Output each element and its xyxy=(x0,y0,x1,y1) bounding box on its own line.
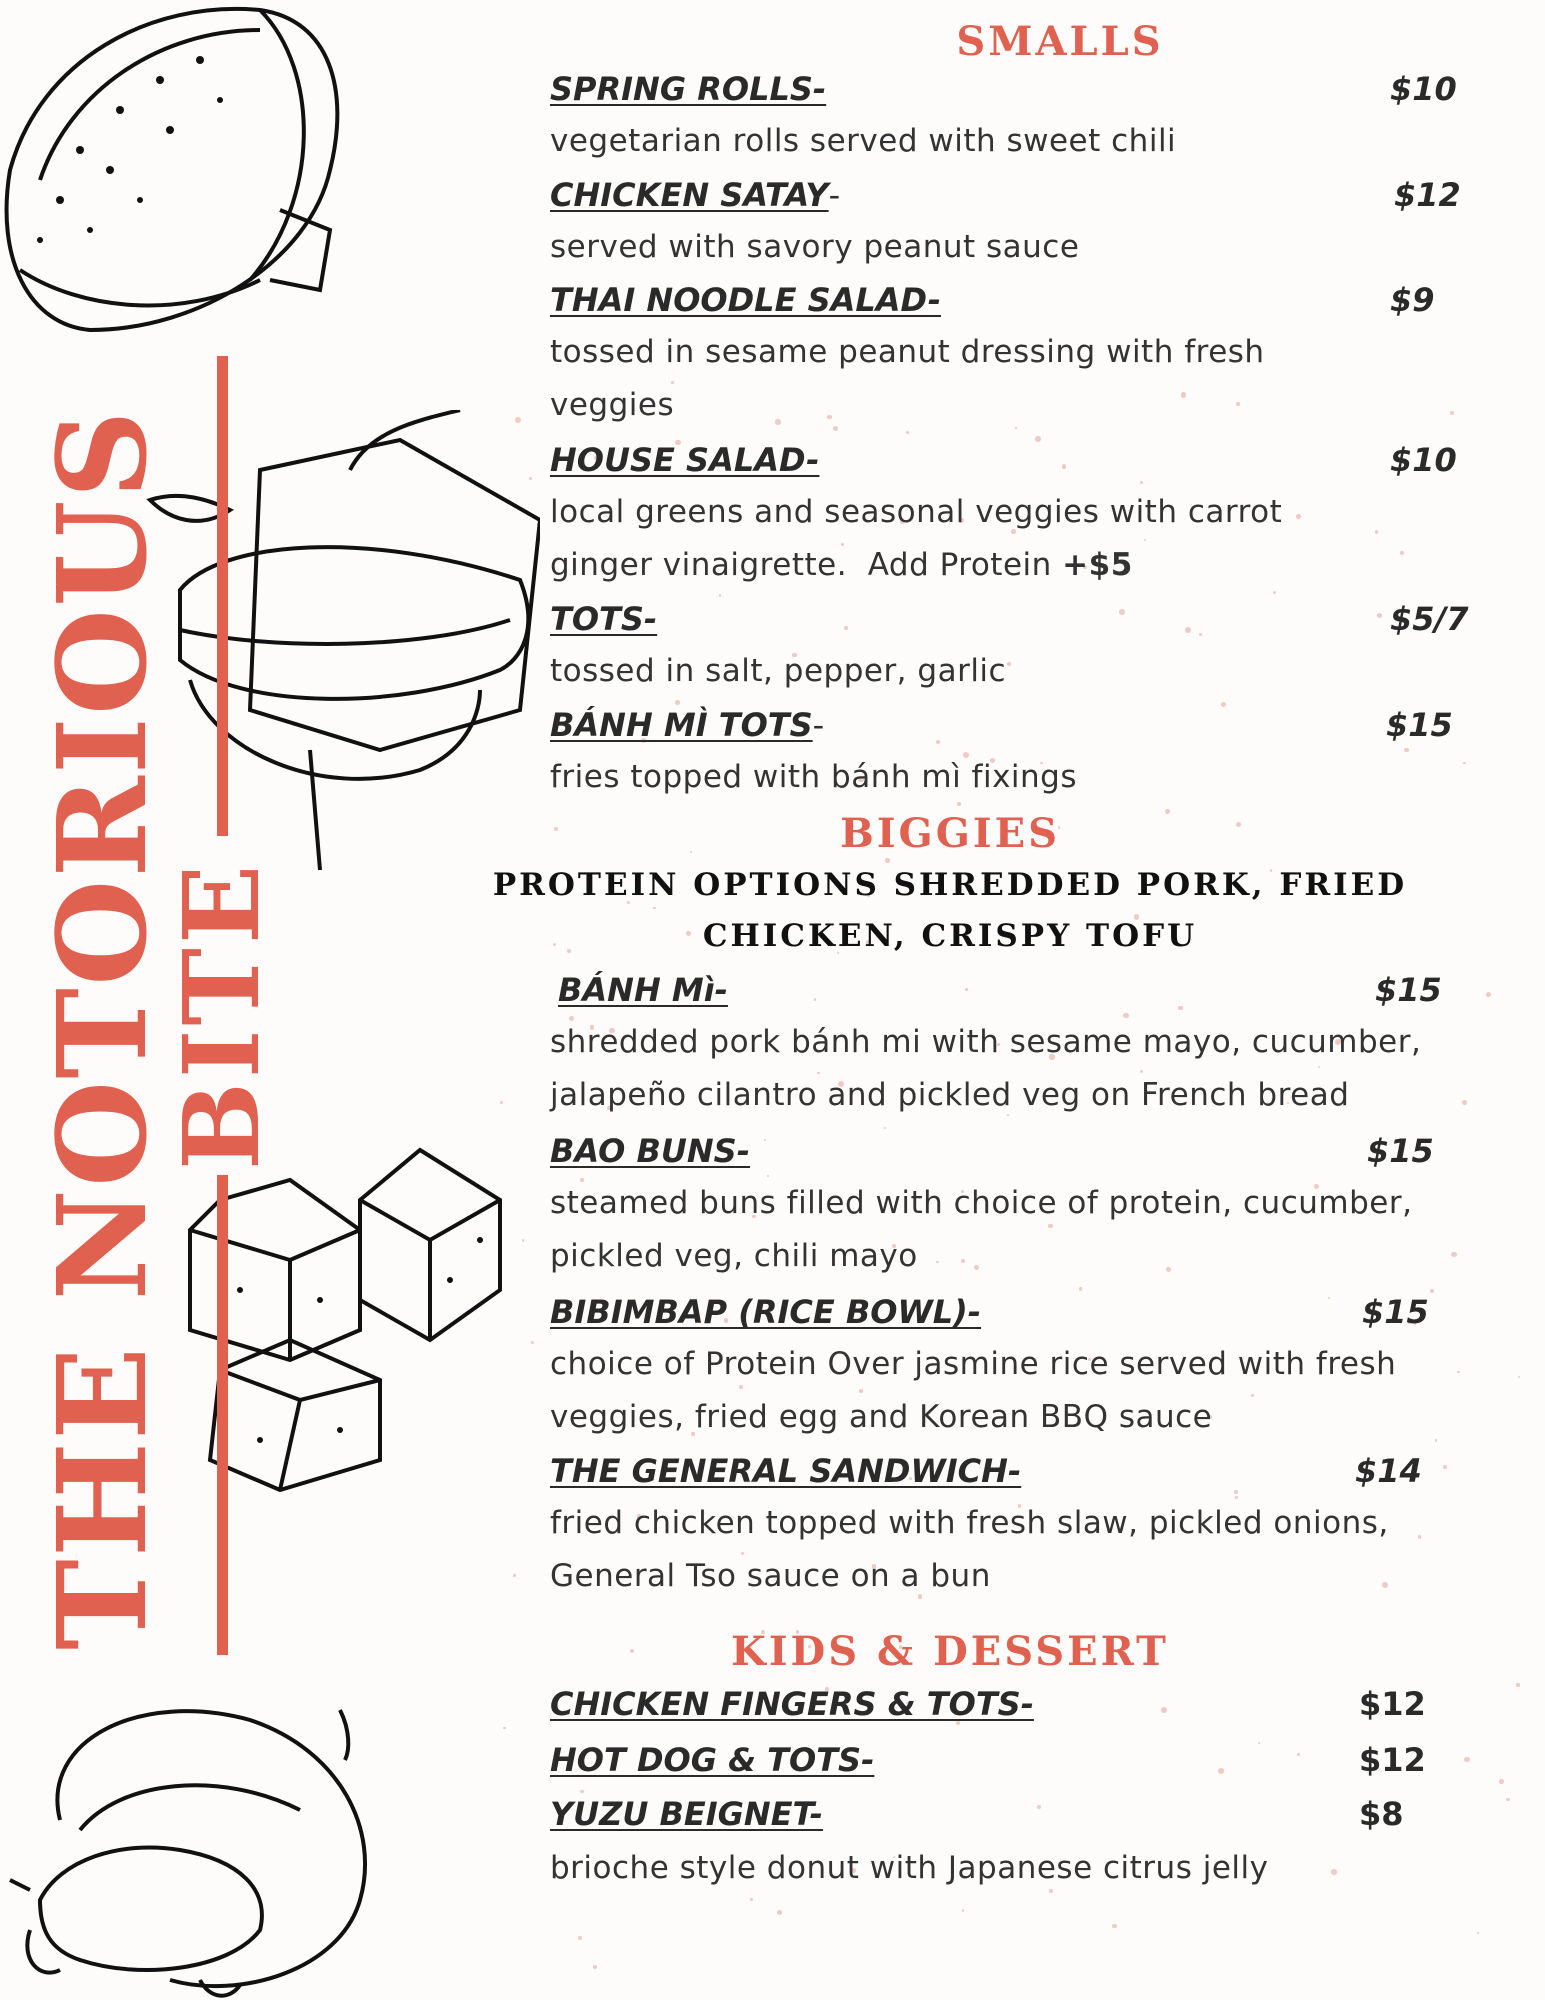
paper-speck xyxy=(1140,481,1143,484)
paper-speck xyxy=(1144,539,1146,541)
name-suffix: - xyxy=(812,706,825,744)
paper-speck xyxy=(827,415,831,419)
paper-speck xyxy=(580,1790,583,1793)
paper-speck xyxy=(719,594,721,596)
paper-speck xyxy=(1375,530,1379,534)
menu-item-price: $12 xyxy=(1359,1685,1426,1723)
paper-speck xyxy=(1328,1297,1331,1300)
paper-speck xyxy=(1178,1006,1182,1010)
paper-speck xyxy=(1463,762,1465,764)
rice-bowl-illustration xyxy=(0,0,350,340)
paper-speck xyxy=(671,381,674,384)
bao-bun-illustration xyxy=(0,1680,380,2000)
menu-item-description: shredded pork bánh mi with sesame mayo, cucumber, xyxy=(550,1024,1422,1060)
add-protein-price: +$5 xyxy=(1062,547,1133,583)
paper-speck xyxy=(503,1727,506,1730)
section-heading-smalls: SMALLS xyxy=(956,18,1164,65)
paper-speck xyxy=(1457,1371,1460,1374)
paper-speck xyxy=(918,1594,922,1598)
paper-speck xyxy=(817,1072,819,1074)
paper-speck xyxy=(1185,627,1191,633)
paper-speck xyxy=(1015,427,1017,429)
paper-speck xyxy=(1377,613,1382,618)
paper-speck xyxy=(965,988,967,990)
paper-speck xyxy=(962,1909,964,1911)
menu-item-name: SPRING ROLLS- xyxy=(550,70,827,108)
paper-speck xyxy=(1218,1768,1224,1774)
paper-speck xyxy=(1273,591,1276,594)
paper-speck xyxy=(1404,748,1409,753)
menu-item-description: fried chicken topped with fresh slaw, pickled onions, xyxy=(550,1505,1389,1541)
paper-speck xyxy=(1236,822,1241,827)
paper-speck xyxy=(1486,992,1492,998)
paper-speck xyxy=(1123,1013,1129,1019)
paper-speck xyxy=(844,626,848,630)
menu-item-name: CHICKEN FINGERS & TOTS- xyxy=(550,1685,1034,1723)
menu-item-description: jalapeño cilantro and pickled veg on French bread xyxy=(550,1077,1350,1113)
menu-item-price: $10 xyxy=(1390,441,1457,479)
paper-speck xyxy=(1418,1535,1422,1539)
paper-speck xyxy=(1400,551,1404,555)
menu-item-description: local greens and seasonal veggies with carrot xyxy=(550,494,1283,530)
menu-item-name: BIBIMBAP (RICE BOWL)- xyxy=(550,1293,982,1331)
paper-speck xyxy=(885,858,890,863)
menu-item-name: THE GENERAL SANDWICH- xyxy=(550,1452,1022,1490)
menu-item-description: pickled veg, chili mayo xyxy=(550,1238,918,1274)
paper-speck xyxy=(690,851,692,853)
paper-speck xyxy=(936,740,940,744)
paper-speck xyxy=(593,1965,597,1969)
paper-speck xyxy=(1450,411,1454,415)
menu-item-name: TOTS- xyxy=(550,600,658,638)
paper-speck xyxy=(936,1261,939,1264)
paper-speck xyxy=(777,1910,782,1915)
paper-speck xyxy=(961,1259,965,1263)
paper-speck xyxy=(1007,1114,1009,1116)
paper-speck xyxy=(554,827,558,831)
menu-item-name: HOT DOG & TOTS- xyxy=(550,1741,875,1779)
menu-item-name: CHICKEN SATAY xyxy=(550,176,829,214)
paper-speck xyxy=(1035,436,1041,442)
menu-item-name: BÁNH Mì- xyxy=(558,971,728,1009)
menu-item-price: $14 xyxy=(1355,1452,1422,1490)
menu-item-name: HOUSE SALAD- xyxy=(550,441,820,479)
menu-item-price: $15 xyxy=(1386,706,1453,744)
paper-speck xyxy=(567,949,571,953)
paper-speck xyxy=(767,1175,769,1177)
paper-speck xyxy=(833,426,838,431)
protein-options-note: CHICKEN, CRISPY TOFU xyxy=(702,918,1198,954)
menu-item-description: vegetarian rolls served with sweet chili xyxy=(550,123,1177,159)
paper-speck xyxy=(859,1389,863,1393)
paper-speck xyxy=(653,907,656,910)
description-text: ginger vinaigrette. Add Protein xyxy=(550,547,1063,583)
paper-speck xyxy=(675,700,680,705)
paper-speck xyxy=(841,543,843,545)
title-divider-top xyxy=(217,356,228,836)
paper-speck xyxy=(1048,1224,1053,1229)
paper-speck xyxy=(1140,1070,1143,1073)
restaurant-title-line1: THE NOTORIOUS xyxy=(30,408,174,1650)
paper-speck xyxy=(1165,809,1170,814)
paper-speck xyxy=(1435,1439,1437,1441)
paper-speck xyxy=(1234,1490,1238,1494)
paper-speck xyxy=(1462,1100,1467,1105)
banh-mi-sandwich-illustration xyxy=(120,410,540,880)
menu-item-price: $5/7 xyxy=(1390,600,1469,638)
name-suffix: - xyxy=(828,176,841,214)
menu-item-description: choice of Protein Over jasmine rice served with fresh xyxy=(550,1346,1397,1382)
paper-speck xyxy=(1477,1932,1479,1934)
menu-item-name: BAO BUNS- xyxy=(550,1132,750,1170)
paper-speck xyxy=(686,931,691,936)
menu-item-name: YUZU BEIGNET- xyxy=(550,1795,823,1833)
paper-speck xyxy=(957,802,961,806)
paper-speck xyxy=(739,1385,743,1389)
menu-item-description: fries topped with bánh mì fixings xyxy=(550,759,1078,795)
paper-speck xyxy=(1161,1707,1167,1713)
menu-item-description: veggies xyxy=(550,387,675,423)
paper-speck xyxy=(764,1139,766,1141)
paper-speck xyxy=(1112,1924,1117,1929)
menu-item-description: brioche style donut with Japanese citrus jelly xyxy=(550,1850,1269,1886)
paper-speck xyxy=(522,1239,524,1241)
paper-speck xyxy=(906,431,909,434)
paper-speck xyxy=(1166,1267,1171,1272)
menu-item-description: served with savory peanut sauce xyxy=(550,229,1080,265)
menu-item-name-row xyxy=(550,706,824,744)
menu-item-price: $15 xyxy=(1362,1293,1429,1331)
paper-speck xyxy=(1119,609,1125,615)
paper-speck xyxy=(1199,633,1202,636)
paper-speck xyxy=(1464,1757,1470,1763)
menu-item-description: steamed buns filled with choice of protein, cucumber, xyxy=(550,1185,1413,1221)
paper-speck xyxy=(1318,1066,1320,1068)
paper-speck xyxy=(741,1552,744,1555)
paper-speck xyxy=(1235,1496,1238,1499)
menu-item-description: General Tso sauce on a bun xyxy=(550,1558,991,1594)
paper-speck xyxy=(1037,1805,1041,1809)
section-heading-biggies: BIGGIES xyxy=(840,810,1060,857)
menu-item-price: $15 xyxy=(1375,971,1442,1009)
protein-options-note: PROTEIN OPTIONS SHREDDED PORK, FRIED xyxy=(492,867,1408,903)
menu-item-description: veggies, fried egg and Korean BBQ sauce xyxy=(550,1399,1213,1435)
paper-speck xyxy=(1430,1289,1434,1293)
paper-speck xyxy=(963,752,969,758)
paper-speck xyxy=(1079,1287,1082,1290)
paper-speck xyxy=(1331,1869,1337,1875)
restaurant-title-line2: BITE xyxy=(160,860,283,1170)
menu-item-name: BÁNH MÌ TOTS xyxy=(550,706,813,744)
paper-speck xyxy=(750,1898,753,1901)
menu-item-price: $15 xyxy=(1367,1132,1434,1170)
menu-item-price: $8 xyxy=(1359,1795,1404,1833)
paper-speck xyxy=(974,1265,979,1270)
paper-speck xyxy=(1258,1742,1261,1745)
paper-speck xyxy=(814,998,817,1001)
menu-item-price: $10 xyxy=(1390,70,1457,108)
menu-item-description: tossed in sesame peanut dressing with fresh xyxy=(550,334,1265,370)
paper-speck xyxy=(1221,702,1226,707)
paper-speck xyxy=(578,1936,582,1940)
title-divider-bottom xyxy=(217,1175,228,1655)
paper-speck xyxy=(630,1649,634,1653)
paper-speck xyxy=(1236,402,1241,407)
menu-item-description: tossed in salt, pepper, garlic xyxy=(550,653,1007,689)
paper-speck xyxy=(1518,1376,1520,1378)
paper-speck xyxy=(569,1016,574,1021)
tofu-cubes-illustration xyxy=(180,1140,510,1500)
paper-speck xyxy=(1181,392,1186,397)
paper-speck xyxy=(1443,1465,1447,1469)
paper-speck xyxy=(531,1341,534,1344)
paper-speck xyxy=(1297,1753,1300,1756)
menu-item-name: THAI NOODLE SALAD- xyxy=(550,281,941,319)
paper-speck xyxy=(1007,662,1011,666)
paper-speck xyxy=(553,943,556,946)
paper-speck xyxy=(580,1178,585,1183)
paper-speck xyxy=(1516,1683,1519,1686)
paper-speck xyxy=(1451,1252,1456,1257)
paper-speck xyxy=(513,1574,516,1577)
menu-item-price: $12 xyxy=(1394,176,1461,214)
paper-speck xyxy=(1049,1889,1053,1893)
menu-item-price: $9 xyxy=(1390,281,1435,319)
paper-speck xyxy=(775,419,781,425)
menu-item-name-row xyxy=(550,176,840,214)
paper-speck xyxy=(1382,1582,1388,1588)
menu-item-price: $12 xyxy=(1359,1741,1426,1779)
paper-speck xyxy=(1296,514,1301,519)
paper-speck xyxy=(884,1127,886,1129)
paper-speck xyxy=(1506,1798,1510,1802)
section-heading-kids: KIDS & DESSERT xyxy=(731,1628,1169,1675)
paper-speck xyxy=(1499,1779,1504,1784)
paper-speck xyxy=(1062,464,1066,468)
paper-speck xyxy=(1251,1394,1254,1397)
paper-speck xyxy=(500,1101,503,1104)
menu-item-description xyxy=(550,547,1133,583)
